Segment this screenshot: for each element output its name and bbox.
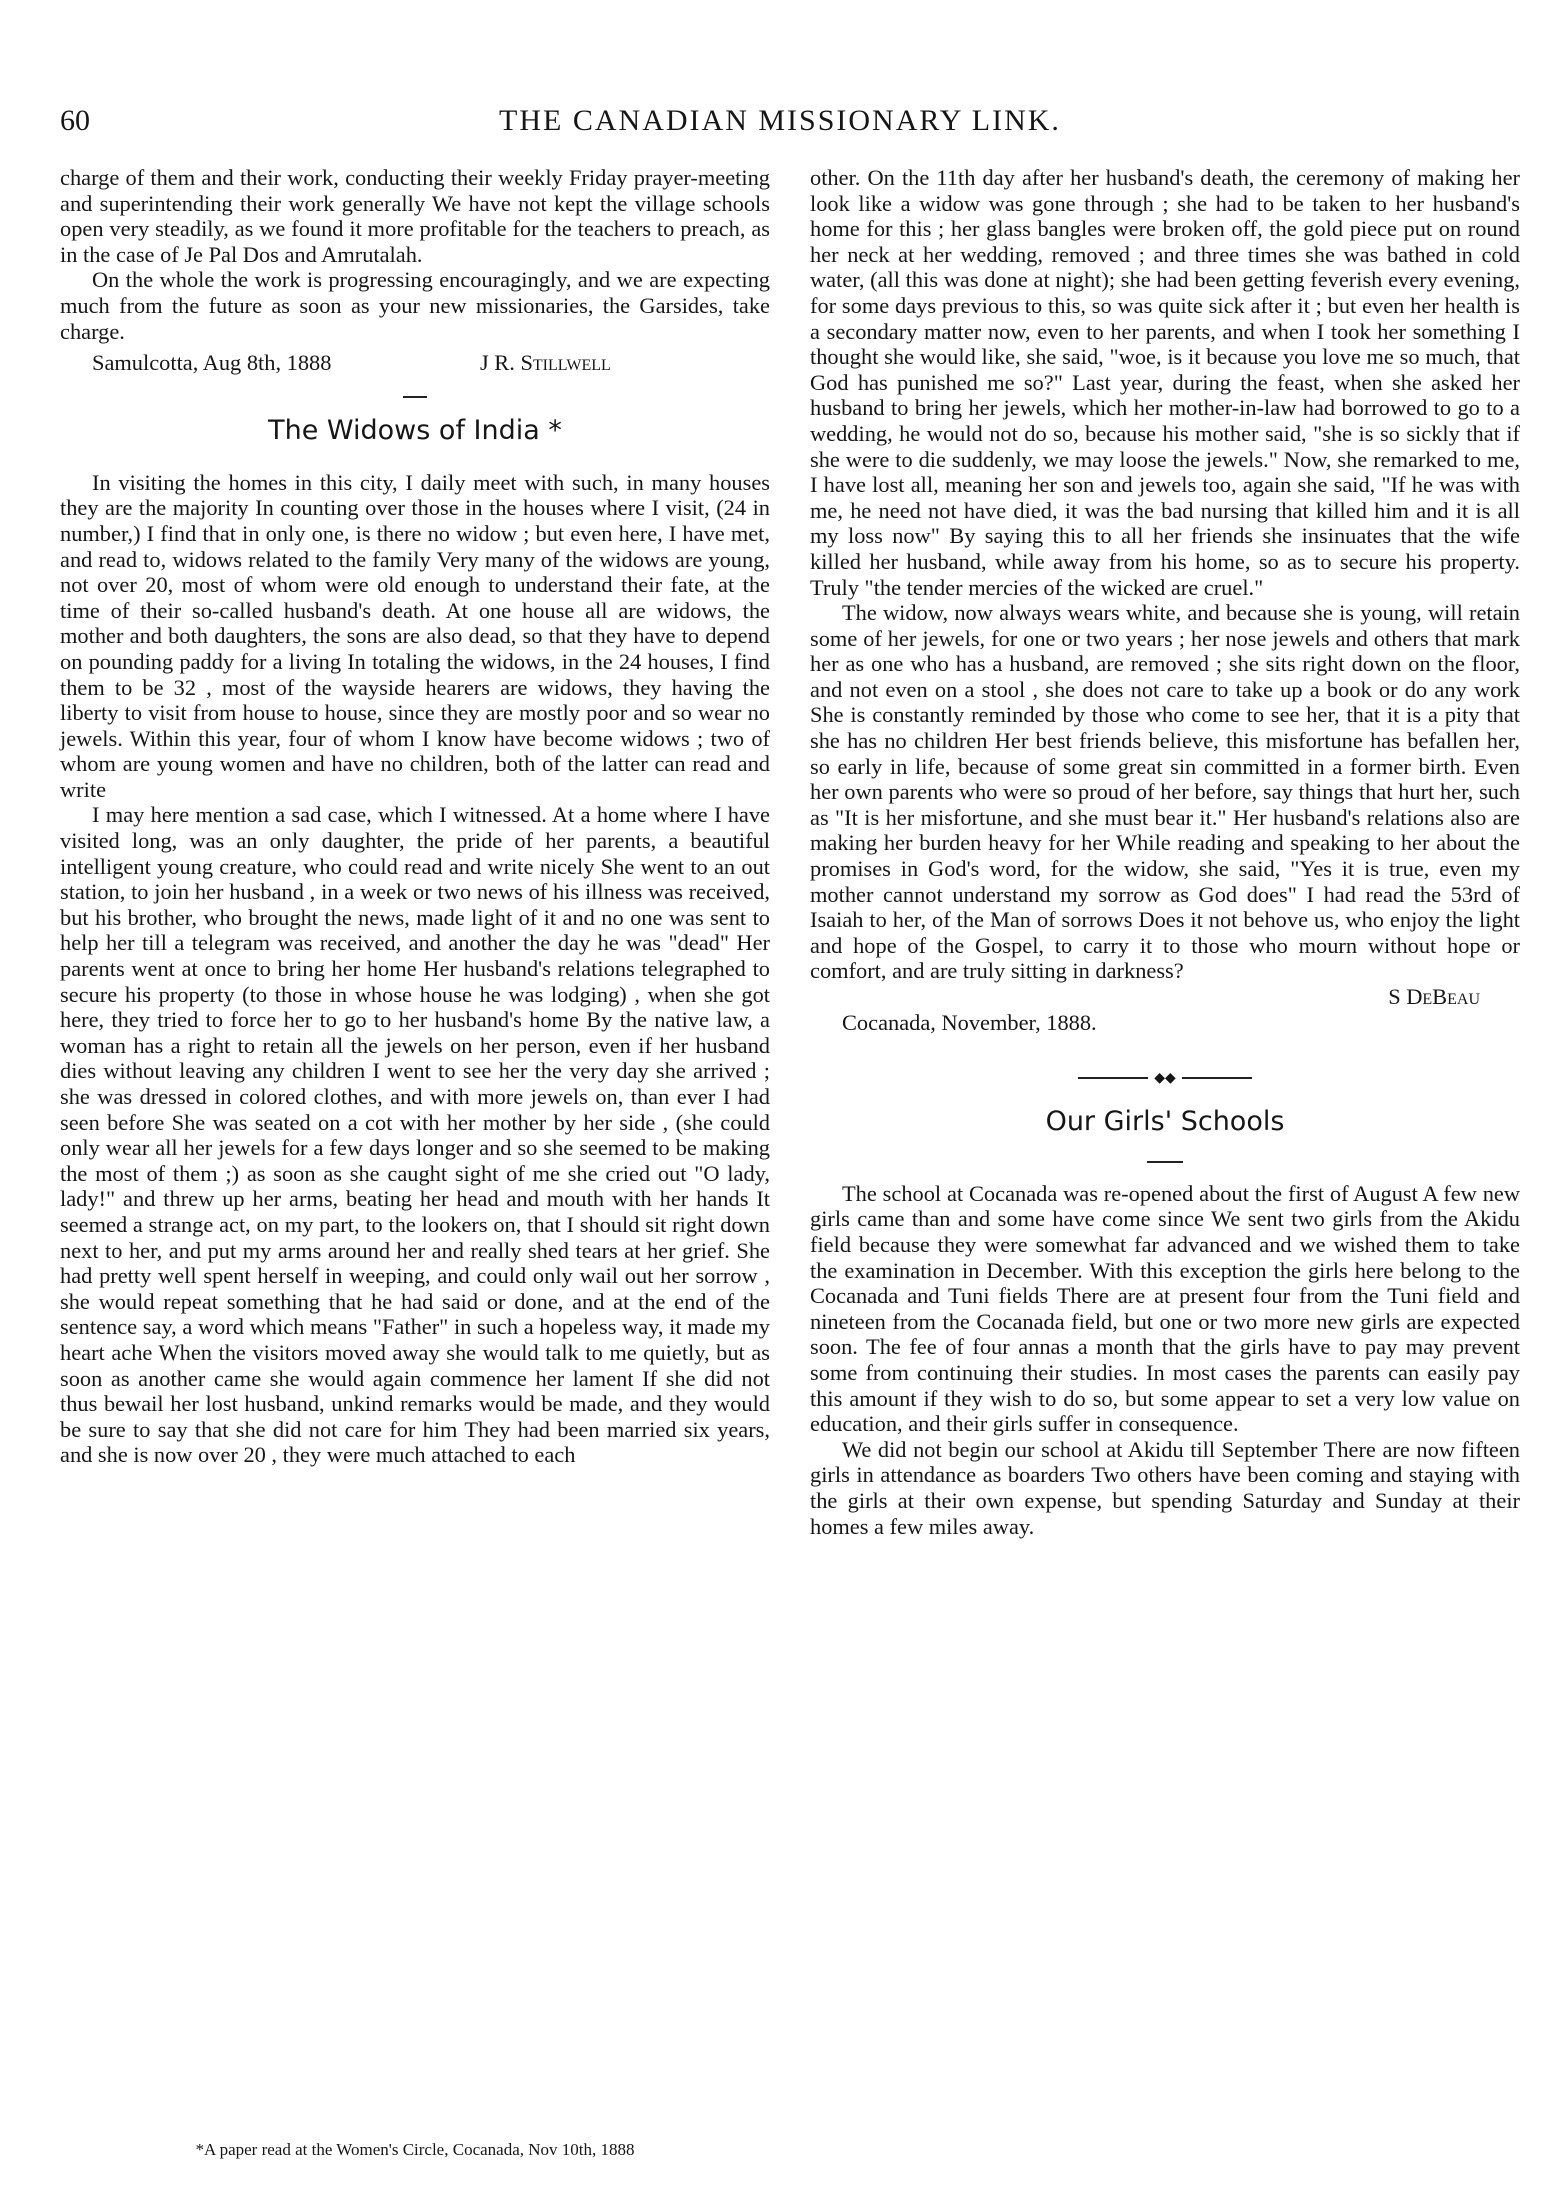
section-title-widows: The Widows of India *: [268, 415, 562, 447]
right-column: [810, 165, 1520, 1539]
title-underline: [1147, 1161, 1183, 1163]
left-column: [60, 165, 770, 1468]
footnote: *A paper read at the Women's Circle, Cocanada, Nov 10th, 1888: [195, 2140, 635, 2159]
author-signature: S DeBeau: [1388, 984, 1480, 1009]
author-signature: J R. Stillwell: [480, 350, 611, 376]
article-continuation-paragraph: charge of them and their work, conducting their weekly Friday prayer-meeting and superintending their work generally We have not kept the village schools open very steadily, as we found it more profitable for the teachers to preach, as in the case of Je Pal Dos and Amrutalah.: [60, 165, 770, 267]
page-number: 60: [60, 104, 90, 137]
widows-paragraph: The widow, now always wears white, and because she is young, will retain some of her jewels, for one or two years ; her nose jewels and others that mark her as one who has a husband, are removed ; she sits right down on the floor, and not even on a stool , she does not care to take up a book or do any work She is constantly reminded by those who come to see her, that it is a pity that she has no children Her best friends believe, this misfortune has befallen her, so early in life, because of some great sin committed in a former birth. Even her own parents who were so proud of her before, say things that hurt her, such as "It is her misfortune, and she must bear it." Her husband's relations also are making her burden heavy for her While reading and speaking to her about the promises in God's word, for the widow, she said, "Yes it is true, even my mother cannot understand my sorrow as God does" I had read the 53rd of Isaiah to her, of the Man of sorrows Does it not behove us, who enjoy the light and hope of the Gospel, to carry it to those who mourn without hope or comfort, and are truly sitting in darkness?: [810, 600, 1520, 984]
journal-title: THE CANADIAN MISSIONARY LINK.: [499, 104, 1061, 137]
ornamental-separator: ◆◆: [810, 1066, 1520, 1092]
dateline-place: Samulcotta, Aug 8th, 1888: [92, 350, 332, 376]
section-separator: [403, 396, 427, 398]
section-title-schools: Our Girls' Schools: [1045, 1106, 1285, 1138]
schools-paragraph: The school at Cocanada was re-opened about the first of August A few new girls came than and some have come since We sent two girls from the Akidu field because they were somewhat far advanced and we wished them to take the examination in December. With this exception the girls here belong to the Cocanada and Tuni fields There are at present four from the Tuni field and nineteen from the Cocanada field, but one or two more new girls are expected soon. The fee of four annas a month that the girls have to pay may prevent some from continuing their studies. In most cases the parents can easily pay this amount if they wish to do so, but some appear to set a very low value on education, and their girls suffer in consequence.: [810, 1180, 1520, 1437]
widows-dateline: Cocanada, November, 1888.: [842, 1010, 1097, 1035]
schools-paragraph: We did not begin our school at Akidu till September There are now fifteen girls in attendance as boarders Two others have been coming and staying with the girls at their own expense, but spending Saturday and Sunday at their homes a few miles away.: [810, 1436, 1520, 1539]
widows-signature-line: [810, 984, 1520, 1010]
page-header: [60, 104, 1500, 144]
article-dateline: [60, 350, 770, 378]
article-closing-paragraph: On the whole the work is progressing encouragingly, and we are expecting much from the future as soon as your new missionaries, the Garsides, take charge.: [60, 267, 770, 344]
widows-paragraph: I may here mention a sad case, which I witnessed. At a home where I have visited long, was an only daughter, the pride of her parents, a beautiful intelligent young creature, who could read and write nicely She went to an out station, to join her husband , in a week or two news of his illness was received, but his brother, who brought the news, made light of it and no one was sent to help her till a telegram was received, and another the day he was "dead" Her parents went at once to bring her home Her husband's relations telegraphed to secure his property (to those in whose house he was lodging) , when she got here, they tried to force her to go to her husband's home By the native law, a woman has a right to retain all the jewels on her person, even if her husband dies without leaving any children I went to see her the very day she arrived ; she was dressed in colored clothes, and with more jewels on, than ever I had seen before She was seated on a cot with her mother by her side , (she could only wear all her jewels for a few days longer and so she seemed to be making the most of them ;) as soon as she caught sight of me she cried out "O lady, lady!" and threw up her arms, beating her head and mouth with her hands It seemed a strange act, on my part, to the lookers on, that I should sit right down next to her, and put my arms around her and really shed tears at her grief. She had pretty well spent herself in weeping, and could only wail out her sorrow , she would repeat something that he had said or done, and at the end of the sentence say, a word which means "Father" in such a hopeless way, it made my heart ache When the visitors moved away she would talk to me quietly, but as soon as another came she would again commence her lament If she did not thus bewail her lost husband, unkind remarks would be made, and they would be sure to say that she did not care for him They had been married six years, and she is now over 20 , they were much attached to each: [60, 802, 770, 1468]
widows-paragraph: other. On the 11th day after her husband's death, the ceremony of making her look like a widow was gone through ; she had to be taken to her husband's home for this ; her glass bangles were broken off, the gold piece put on round her neck at her wedding, removed ; and three times she was bathed in cold water, (all this was done at night); she had been getting feverish every evening, for some days previous to this, so was quite sick after it ; but even her health is a secondary matter now, even to her parents, and when I took her something I thought she would like, she said, "woe, is it because you love me so much, that God has punished me so?" Last year, during the feast, when she asked her husband to bring her jewels, which her mother-in-law had borrowed to go to a wedding, he would not do so, because his mother said, "she is so sickly that if she were to die suddenly, we may loose the jewels." Now, she remarked to me, I have lost all, meaning her son and jewels too, again she said, "If he was with me, he need not have died, it was the bad nursing that killed him and it is all my loss now" By saying this to all her friends she insinuates that the wife killed her husband, while away from his home, so as to secure his property. Truly "the tender mercies of the wicked are cruel.": [810, 165, 1520, 600]
widows-paragraph: In visiting the homes in this city, I daily meet with such, in many houses they are the majority In counting over those in the houses where I visit, (24 in number,) I find that in only one, is there no widow ; but even here, I have met, and read to, widows related to the family Very many of the widows are young, not over 20, most of whom were old enough to understand their fate, at the time of their so-called husband's death. At one house all are widows, the mother and both daughters, the sons are also dead, so that they have to depend on pounding paddy for a living In totaling the widows, in the 24 houses, I find them to be 32 , most of the wayside hearers are widows, they having the liberty to visit from house to house, since they are mostly poor and so wear no jewels. Within this year, four of whom I know have become widows ; two of whom are young women and have no children, both of the latter can read and write: [60, 469, 770, 802]
